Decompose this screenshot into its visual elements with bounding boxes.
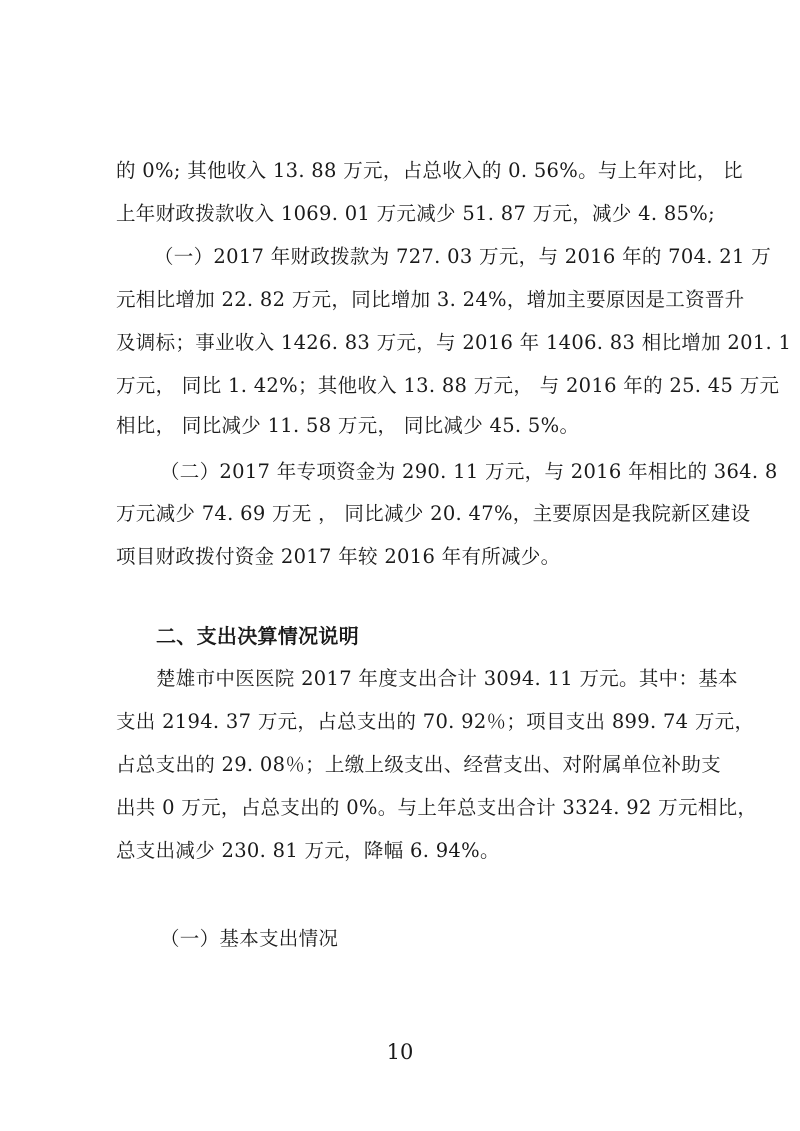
paragraph-line: （二）2017 年专项资金为 290. 11 万元，与 2016 年相比的 364. 8	[160, 460, 778, 483]
paragraph-line: 元相比增加 22. 82 万元，同比增加 3. 24%，增加主要原因是工资晋升	[116, 288, 745, 311]
subsection-heading: （一）基本支出情况	[160, 927, 339, 950]
paragraph-line: 占总支出的 29. 08％；上缴上级支出、经营支出、对附属单位补助支	[116, 753, 721, 776]
paragraph-line: 项目财政拨付资金 2017 年较 2016 年有所减少。	[116, 545, 561, 568]
paragraph-line: 出共 0 万元，占总支出的 0%。与上年总支出合计 3324. 92 万元相比，	[116, 796, 758, 819]
paragraph-line: 及调标；事业收入 1426. 83 万元，与 2016 年 1406. 83 相比增加 201. 1	[116, 331, 792, 354]
paragraph-line: 支出 2194. 37 万元，占总支出的 70. 92％；项目支出 899. 74 万元，	[116, 710, 755, 733]
section-heading: 二、支出决算情况说明	[156, 624, 359, 648]
paragraph-line: 楚雄市中医医院 2017 年度支出合计 3094. 11 万元。其中：基本	[156, 667, 738, 690]
body-text-line: 的 0%; 其他收入 13. 88 万元，占总收入的 0. 56%。与上年对比， 比	[116, 159, 743, 182]
body-text-line: 上年财政拨款收入 1069. 01 万元减少 51. 87 万元，减少 4. 85%;	[116, 202, 715, 225]
paragraph-line: 万元减少 74. 69 万无 ， 同比减少 20. 47%，主要原因是我院新区建设	[116, 502, 751, 525]
paragraph-line: 相比， 同比减少 11. 58 万元， 同比减少 45. 5%。	[116, 414, 580, 437]
paragraph-line: 万元， 同比 1. 42%；其他收入 13. 88 万元， 与 2016 年的 25. 45 万元	[116, 374, 780, 397]
paragraph-line: （一）2017 年财政拨款为 727. 03 万元，与 2016 年的 704. 21 万	[154, 245, 771, 268]
page-number: 10	[386, 1040, 414, 1064]
paragraph-line: 总支出减少 230. 81 万元，降幅 6. 94%。	[116, 839, 500, 862]
